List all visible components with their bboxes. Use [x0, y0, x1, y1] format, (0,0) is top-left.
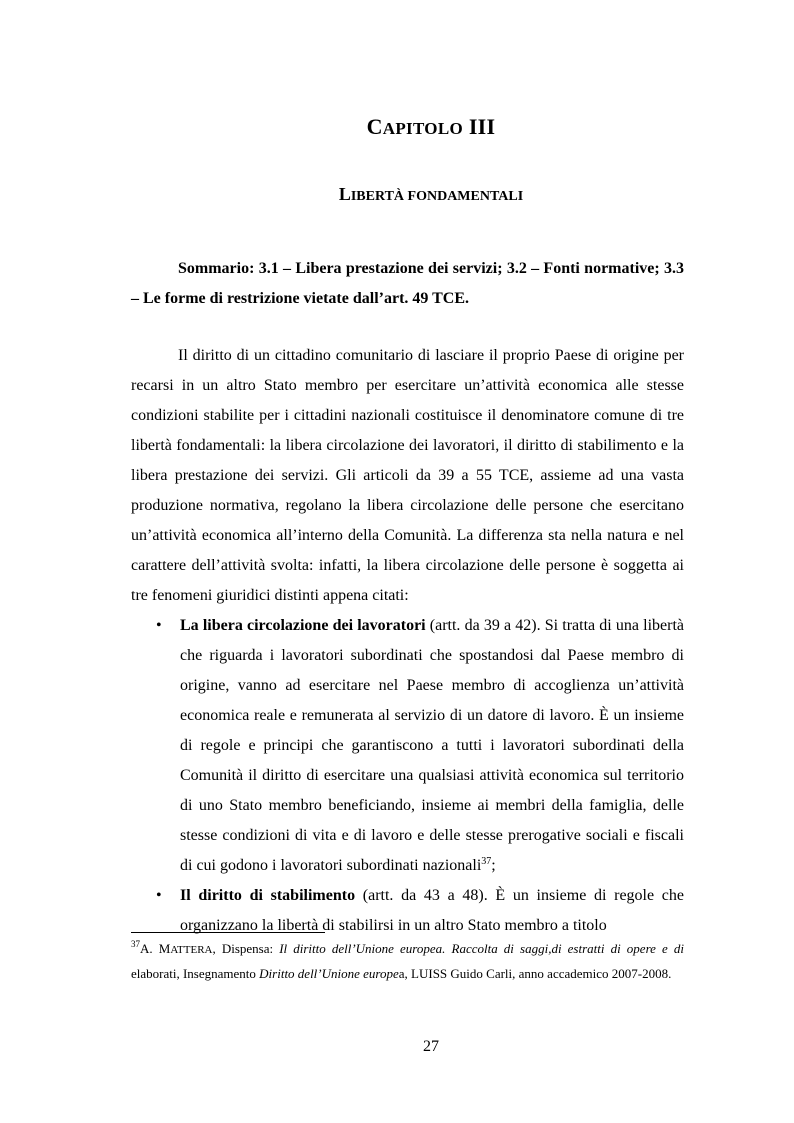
chapter-first-letter: C [366, 114, 383, 139]
chapter-heading [0, 114, 794, 140]
footnote-text-2: elaborati, Insegnamento [131, 966, 260, 981]
footnote-author-first: M [158, 941, 171, 956]
section-first-letter: L [338, 184, 351, 204]
footnote-text-1: , Dispensa: [212, 941, 280, 956]
footnote [131, 937, 684, 986]
section-heading [0, 184, 794, 205]
footnote-author-rest: ATTERA [170, 944, 213, 956]
list-item-title: La libera circolazione dei lavoratori [180, 617, 426, 634]
footnote-course-italic: Diritto dell’Unione europe [259, 966, 399, 981]
list-item-text: (artt. da 43 a 48). È un insieme di regole che organizzano la libertà di stabilirsi in un altro Stato membro a titolo [180, 887, 684, 934]
list-item-title: Il diritto di stabilimento [180, 887, 356, 904]
bullet-icon: • [156, 887, 162, 904]
chapter-numeral: III [468, 114, 496, 139]
footnote-reference[interactable]: 37 [481, 856, 492, 867]
intro-paragraph: Il diritto di un cittadino comunitario di lasciare il proprio Paese di origine per recarsi in un altro Stato membro per esercitare un’attività economica alle stesse condizioni stabilite per i cittadini nazionali costituisce il denominatore comune di tre libertà fondamentali: la libera circolazione dei lavoratori, il diritto di stabilimento e la libera prestazione dei servizi. Gli articoli da 39 a 55 TCE, assieme ad una vasta produzione normativa, regolano la libera circolazione delle persone che esercitano un’attività economica all’interno della Comunità. La differenza sta nella natura e nel carattere dell’attività svolta: infatti, la libera circolazione delle persone è soggetta ai tre fenomeni giuridici distinti appena citati: [131, 347, 684, 604]
footnote-text-3: a, LUISS Guido Carli, anno accademico 2007-2008. [398, 966, 672, 981]
section-title-rest: IBERTÀ FONDAMENTALI [350, 189, 524, 204]
footnote-author-initial: A. [140, 941, 159, 956]
chapter-word-rest: APITOLO [382, 119, 463, 138]
list-item-text: (artt. da 39 a 42). Si tratta di una libertà che riguarda i lavoratori subordinati che spostandosi dal Paese membro di origine, vanno ad esercitare nel Paese membro di accoglienza un’attività economica reale e remunerata al servizio di un datore di lavoro. È un insieme di regole e principi che garantiscono a tutti i lavoratori subordinati della Comunità il diritto di esercitare una qualsiasi attività economica sul territorio di uno Stato membro beneficiando, insieme ai membri della famiglia, delle stesse condizioni di vita e di lavoro e delle stesse prerogative sociali e fiscali di cui godono i lavoratori subordinati nazionali [180, 617, 685, 874]
body-text [131, 341, 684, 941]
page-number: 27 [423, 1038, 439, 1055]
footnote-title-italic: Il diritto dell’Unione europea. Raccolta di saggi,di estratti di opere e di [279, 941, 684, 956]
freedoms-list [131, 611, 684, 941]
bullet-icon: • [156, 617, 162, 634]
chapter-summary: Sommario: 3.1 – Libera prestazione dei servizi; 3.2 – Fonti normative; 3.3 – Le forme di restrizione vietate dall’art. 49 TCE. [131, 260, 684, 307]
list-item-workers [131, 611, 684, 881]
footnote-number: 37 [131, 939, 140, 949]
list-item-punctuation: ; [491, 857, 496, 874]
footnote-separator [131, 932, 325, 933]
